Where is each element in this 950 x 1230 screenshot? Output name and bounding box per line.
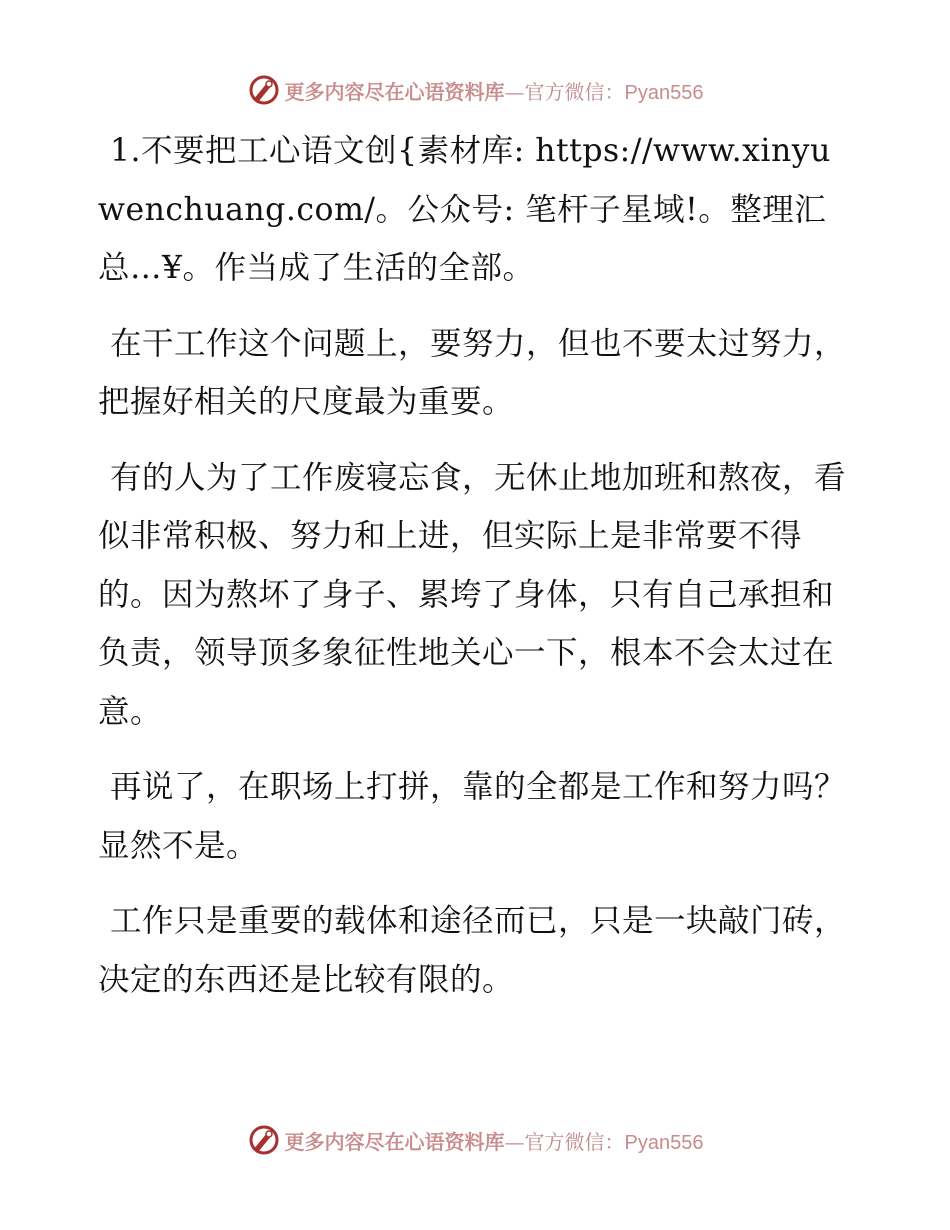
header-separator: — xyxy=(504,79,525,104)
paragraph-2: 在干工作这个问题上，要努力，但也不要太过努力，把握好相关的尺度最为重要。 xyxy=(98,325,847,420)
pen-nib-logo-icon xyxy=(247,73,281,107)
footer-wechat-label: 官方微信： xyxy=(524,1129,625,1154)
pen-nib-logo-icon xyxy=(247,1123,281,1157)
paragraph-3: 有的人为了工作废寝忘食，无休止地加班和熬夜，看似非常积极、努力和上进，但实际上是非常要不得的。因为熬坏了身子、累垮了身体，只有自己承担和负责，领导顶多象征性地关心一下，根本不会太过在意。 xyxy=(98,459,847,730)
footer-brand-text: 更多内容尽在心语资料库 xyxy=(284,1129,505,1154)
header-wechat-id: Pyan556 xyxy=(624,81,704,104)
footer-watermark xyxy=(0,1120,950,1160)
paragraph-1: 1.不要把工心语文创{素材库: https://www.xinyuwenchuang.com/。公众号: 笔杆子星域!。整理汇总…¥。作当成了生活的全部。 xyxy=(98,133,831,286)
footer-separator: — xyxy=(504,1129,525,1154)
footer-wechat-id: Pyan556 xyxy=(624,1131,704,1154)
header-watermark xyxy=(0,70,950,110)
paragraph-4: 再说了，在职场上打拼，靠的全都是工作和努力吗？显然不是。 xyxy=(98,769,847,864)
paragraph-5: 工作只是重要的载体和途径而已，只是一块敲门砖，决定的东西还是比较有限的。 xyxy=(98,903,847,998)
document-body xyxy=(98,122,858,1026)
header-brand-text: 更多内容尽在心语资料库 xyxy=(284,79,505,104)
header-wechat-label: 官方微信： xyxy=(524,79,625,104)
